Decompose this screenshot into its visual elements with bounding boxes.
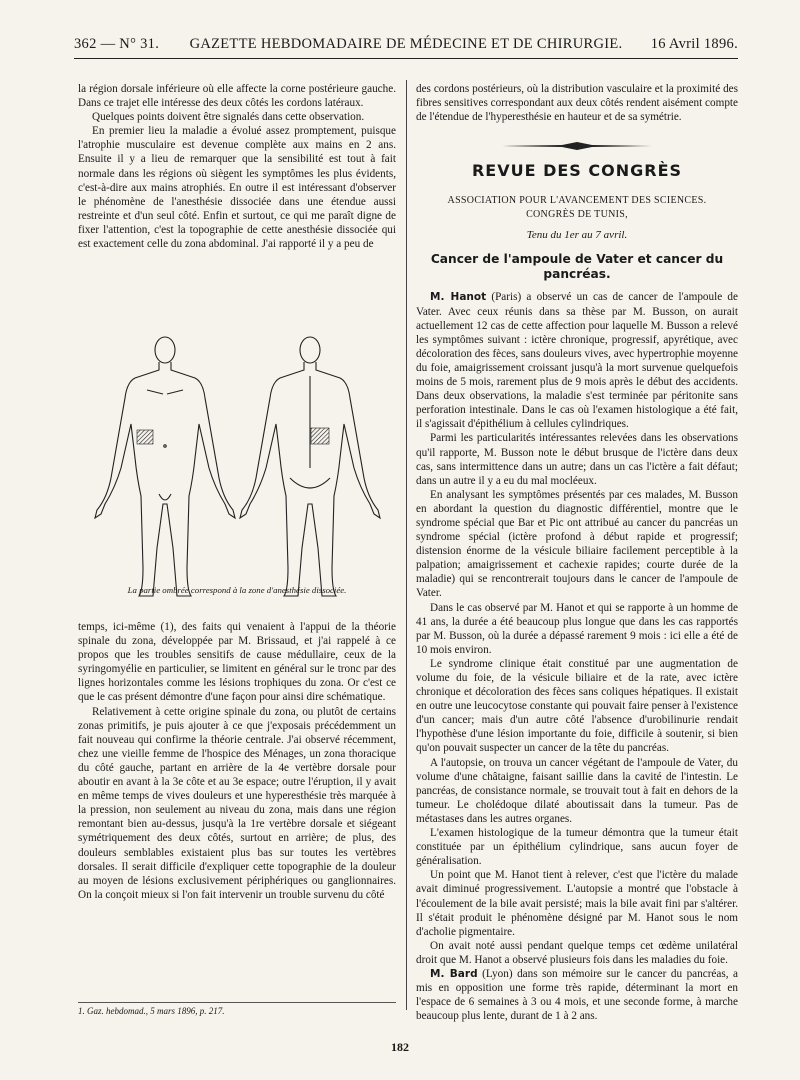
paragraph [416,967,738,1023]
back-shaded-zone [311,428,329,444]
back-body-outline [240,337,380,596]
paragraph [416,290,738,431]
anatomical-figure [85,318,385,608]
article-title: Cancer de l'ampoule de Vater et cancer du pancréas. [430,252,724,282]
congress-line: CONGRÈS DE TUNIS, [526,209,628,221]
paragraph: A l'autopsie, on trouva un cancer végétant de l'ampoule de Vater, du volume d'une châtaigne, faisant saillie dans la cavité de l'intestin. Le pancréas, de consistance normale, se trouvait tout à fait en dehors de la tumeur. Le cholédoque dilaté aboutissait dans la tumeur. Pas de métastases dans les autres organes. [416,756,738,825]
paragraph: la région dorsale inférieure où elle affecte la corne postérieure gauche. Dans ce trajet elle intéresse des deux côtés les cordons latéraux. [78,83,396,110]
front-body-outline [95,337,235,596]
front-shaded-zone [137,430,153,444]
column-divider [406,80,407,1010]
paragraph: En premier lieu la maladie a évolué assez promptement, puisque l'atrophie musculaire est devenue complète aux mains en 2 ans. Ensuite il y a lieu de remarquer que la sensibilité est tout à fait normale dans les régions où siègent les symptômes les plus évidents, c'est-à-dire aux mains atrophiés. En outre il est intéressant d'observer le phénomène de l'anesthésie dissociée dans une étendue aussi restreinte et d'un seul côté. Enfin et surtout, ce qui me paraît digne de fixer l'attention, c'est la topographie de cette anesthésie dissociée qui est exactement celle du zona abdominal. J'ai rapporté il y a peu de [78,125,396,251]
paragraph: On avait noté aussi pendant quelque temps cet œdème unilatéral droit que M. Hanot a observé plusieurs fois dans les maladies du foie. [416,939,738,966]
congress-dates: Tenu du 1er au 7 avril. [526,229,628,242]
paragraph: Parmi les particularités intéressantes relevées dans les observations qu'il rapporte, M. Busson note le début brusque de l'ictère dans deux cas, sans intermittence dans un autre; dans un cas l'ictère a fait défaut; dans un autre il y a eu du mal mocléeux. [416,432,738,487]
section-heading: REVUE DES CONGRÈS [471,161,683,181]
header-date: 16 Avril 1896. [650,36,738,52]
paragraph: Un point que M. Hanot tient à relever, c'est que l'ictère du malade avait diminué progressivement. L'autopsie a montré que l'obstacle à l'écoulement de la bile avait persisté; mais la bile avait fini par s'altérer. Il s'était produit le phénomène désigné par M. Hanot sous le nom d'acholie pigmentaire. [416,869,738,938]
footnote: 1. Gaz. hebdomad., 5 mars 1896, p. 217. [78,1002,396,1016]
right-column [416,82,738,1023]
paragraph: temps, ici-même (1), des faits qui venaient à l'appui de la théorie spinale du zona, développée par M. Brissaud, et j'ai rappelé à ce propos que les troubles sensitifs de cause médullaire, ceux de la syringomyélie en particulier, se limitent en général sur le tronc par des lignes horizontales comme les lésions trophiques du zona. Or c'est ce que le cas présent démontre d'une façon pour ainsi dire schématique. [78,621,396,704]
header-rule [74,58,738,59]
paragraph: Quelques points doivent être signalés dans cette observation. [92,111,365,124]
paragraph: Relativement à cette origine spinale du zona, ou plutôt de certains zonas primitifs, je puis ajouter à ce que j'exposais précédemment un fait nouveau qui confirme la théorie centrale. J'ai observé récemment, chez une vieille femme de l'hospice des Ménages, un zona thoracique du côté gauche, partant en arrière de la 4e vertèbre dorsale pour aboutir en avant à la 3e côte et au 3e espace; outre l'éruption, il y avait en même temps de vives douleurs et une hyperesthésie très marquée à la pression, non seulement au niveau du zona, mais dans une région remontant bien au-dessus, jusqu'à la 1re vertèbre dorsale et siégeant symétriquement des deux côtés, surtout en arrière; de plus, des douleurs semblables existaient plus bas sur toutes les vertèbres dorsales. Il serait difficile d'expliquer cette topographie de la douleur au moyen de lésions exclusivement périphériques ou ganglionnaires. On la conçoit mieux si l'on fait intervenir un trouble survenu du côté [78,705,396,901]
author-name: M. Bard [430,967,478,980]
page-number: 182 [391,1040,409,1054]
paragraph: des cordons postérieurs, où la distribution vasculaire et la proximité des fibres sensitives correspondant aux deux côtés rendent aisément compte de l'étendue de l'hyperesthésie en hauteur et de sa symétrie. [416,83,738,124]
paragraph: Le syndrome clinique était constitué par une augmentation de volume du foie, de la vésicule biliaire et de la rate, avec ictère chronique et décoloration des fèces sans coliques hépatiques. Il existait en outre une leucocytose constante qui pouvait faire penser à l'existence d'un cancer; mais d'un autre côté l'absence d'urobilinurie rendait l'hypothèse d'une lésion importante du foie, difficile à soutenir, si bien qu'on pouvait suspecter un cancer de la tête du pancréas. [416,657,738,755]
left-column-bottom [78,620,396,902]
paragraph-text: (Lyon) dans son mémoire sur le cancer du pancréas, a mis en opposition une forme très rapide, déterminant la mort en l'espace de 6 semaines à 3 ou 4 mois, et une seconde forme, à marche beaucoup plus lente, durant de 1 à 2 ans. [416,967,738,1023]
author-name: M. Hanot [430,291,487,304]
left-column-top [78,82,396,251]
ornamental-rule [502,142,652,150]
association-line: ASSOCIATION POUR L'AVANCEMENT DES SCIENCES. [447,195,707,207]
running-header [74,36,738,56]
paragraph: Dans le cas observé par M. Hanot et qui se rapporte à un homme de 41 ans, la durée a été beaucoup plus longue que dans les cas rapportés par M. Busson, où la durée a dépassé rarement 9 mois : ici elle a été de 10 mois environ. [416,601,738,656]
paragraph-text: (Paris) a observé un cas de cancer de l'ampoule de Vater. Avec ceux réunis dans sa thèse par M. Busson, on aurait actuellement 12 cas de cette affection pour laquelle M. Busson a relevé les symptômes suivant : ictère chronique, progressif, apyrétique, avec décoloration des fèces, sans douleurs vives, avec hypertrophie moyenne du foie, amaigrissement croissant jusqu'à la mort survenue quelquefois moins de 5 mois, rarement plus de 9 mois après le début des accidents. Dans deux observations, la maladie s'est terminée par péritonite sans perforation intestinale. Dans le cas où l'examen histologique a été fait, il s'agissait d'épithélium à cellules cylindriques. [416,291,738,431]
paragraph: En analysant les symptômes présentés par ces malades, M. Busson en abordant la question du diagnostic différentiel, montre que le syndrome spécial que Bar et Pic ont attribué au cancer du pancréas un syndrome spécial (ictère profond à début rapide et progressif; distension énorme de la vésicule biliaire facilement perceptible à la palpation; amaigrissement et cachexie rapides; courte durée de la maladie) qui se rencontrerait toujours dans le cancer de l'ampoule de Vater. [416,488,738,600]
header-page-issue: 362 — N° 31. [74,36,160,52]
figure-caption: La partie ombrée correspond à la zone d'anesthésie dissociée. [127,585,347,595]
paragraph: L'examen histologique de la tumeur démontra que la tumeur était constituée par un épithélium cylindrique, sans aucun foyer de généralisation. [416,827,738,868]
header-journal-title: GAZETTE HEBDOMADAIRE DE MÉDECINE ET DE CHIRURGIE. [189,36,623,52]
